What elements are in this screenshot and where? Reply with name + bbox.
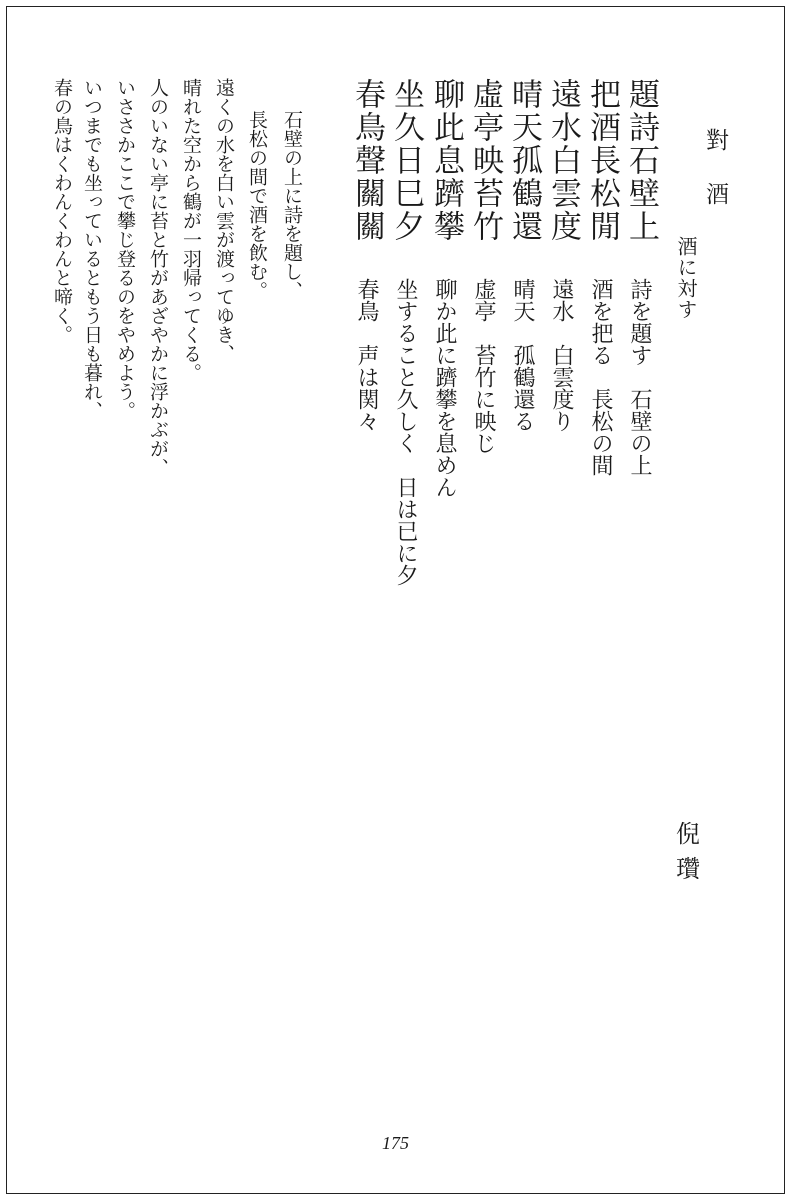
translation-line-1: 石壁の上に詩を題し、 — [281, 110, 303, 300]
poem-title-reading: 酒に対す — [674, 236, 698, 320]
kundoku-line-7: 坐すること久しく 日は已に夕 — [393, 278, 418, 586]
kundoku-line-5: 虚亭 苔竹に映じ — [471, 278, 496, 454]
translation-line-5: 人のいない亭に苔と竹があざやかに浮かぶが、 — [147, 78, 169, 477]
kundoku-line-8: 春鳥 声は関々 — [354, 278, 379, 432]
translation-line-3: 遠くの水を白い雲が渡ってゆき、 — [213, 78, 235, 363]
original-line-1: 題詩石壁上 — [623, 78, 659, 243]
kundoku-line-3: 遠水 白雲度り — [549, 278, 574, 432]
translation-line-2: 長松の間で酒を飲む。 — [246, 110, 268, 300]
kundoku-line-4: 晴天 孤鶴還る — [510, 278, 535, 432]
original-line-8: 春鳥聲關關 — [349, 78, 385, 243]
page-number: 175 — [382, 1133, 409, 1153]
kundoku-line-6: 聊か此に躋攀を息めん — [432, 278, 457, 498]
original-line-2: 把酒長松閒 — [584, 78, 620, 243]
kundoku-line-1: 詩を題す 石壁の上 — [627, 278, 652, 476]
translation-line-6: いささかここで攀じ登るのをやめよう。 — [114, 78, 136, 420]
poem-title-original: 對 酒 — [702, 128, 728, 209]
kundoku-line-2: 酒を把る 長松の間 — [588, 278, 613, 476]
original-line-3: 遠水白雲度 — [545, 78, 581, 243]
translation-line-7: いつまでも坐っているともう日も暮れ、 — [81, 78, 103, 420]
poem-author-char-2: 瓚 — [676, 855, 700, 883]
translation-line-4: 晴れた空から鶴が一羽帰ってくる。 — [180, 78, 202, 382]
original-line-6: 聊此息躋攀 — [428, 78, 464, 243]
original-line-5: 虛亭映苔竹 — [467, 78, 503, 243]
poem-author-char-1: 倪 — [676, 820, 700, 848]
original-line-4: 晴天孤鶴還 — [506, 78, 542, 243]
original-line-7: 坐久日巳夕 — [388, 78, 424, 243]
translation-line-8: 春の鳥はくわんくわんと啼く。 — [51, 78, 73, 344]
